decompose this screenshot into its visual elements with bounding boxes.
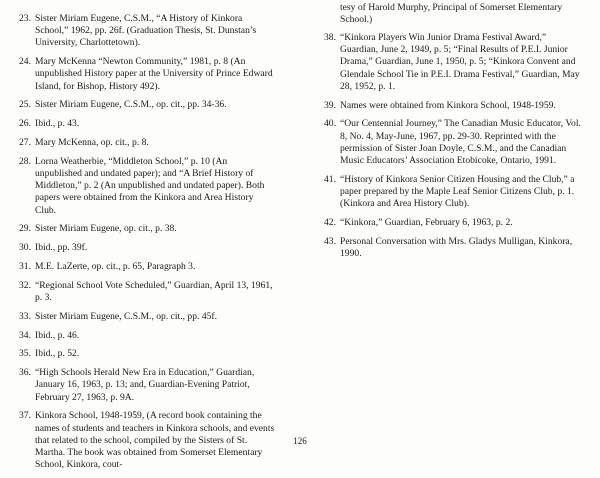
left-column [14, 13, 276, 478]
endnote-number: 23. [19, 13, 31, 24]
endnote [14, 367, 276, 404]
endnote-number: 27. [19, 137, 31, 148]
endnote [14, 348, 276, 360]
endnote-text: Names were obtained from Kinkora School, 1948-1959. [340, 99, 556, 111]
endnote-text: “Kinkora,” Guardian, February 6, 1963, p. 2. [340, 216, 513, 228]
endnote-text: “Our Centennial Journey,” The Canadian Music Educator, Vol. 8, No. 4, May-June, 1967, pp. 29-30. Reprinted with the permission of Sister Joan Doyle, C.S.M., and the Canadian Music Educators’ Association Etobicoke, Ontario, 1991. [340, 118, 581, 166]
endnote [319, 236, 581, 260]
endnote [319, 118, 581, 167]
endnote-number: 40. [324, 118, 336, 130]
endnote-continuation: tesy of Harold Murphy, Principal of Somerset Elementary School.) [340, 2, 563, 26]
endnote-text: “History of Kinkora Senior Citizen Housing and the Club,” a paper prepared by the Maple Leaf Senior Citizens Club, p. 1. (Kinkora and Area History Club). [340, 173, 575, 210]
endnote-text: “Kinkora Players Win Junior Drama Festival Award,” Guardian, June 2, 1949, p. 5; “Final Results of P.E.I. Junior Drama,” Guardian, June 1, 1950, p. 5; “Kinkora Convent and Glendale School Tie in P.E.I. Drama Festival,” Guardian, May 28, 1952, p. 1. [340, 31, 580, 92]
endnote-number: 35. [19, 348, 31, 360]
endnote-text: Sister Miriam Eugene, C.S.M., op. cit., pp. 45f. [35, 310, 218, 322]
endnote-text: Mary McKenna, op. cit., p. 8. [35, 137, 149, 148]
endnote-text: Ibid., p. 43. [35, 118, 80, 130]
endnote [319, 217, 581, 229]
endnote-text: Mary McKenna “Newton Community,” 1981, p. 8 (An unpublished History paper at the University of Prince Edward Island, for Bishop, History 492). [35, 56, 273, 92]
endnote-number: 41. [324, 173, 336, 185]
endnote [14, 156, 276, 217]
right-column [319, 2, 581, 267]
endnote-number: 42. [324, 216, 336, 228]
endnote-text: “Regional School Vote Scheduled,” Guardian, April 13, 1961, p. 3. [35, 279, 273, 303]
endnote-number: 28. [19, 155, 31, 167]
endnote [319, 32, 581, 93]
endnote [14, 56, 276, 93]
endnote [319, 174, 581, 211]
endnote-number: 26. [19, 118, 31, 130]
endnote-text: Lorna Weatherbie, “Middleton School,” p. 10 (An unpublished and undated paper); and “A Brief History of Middleton,” p. 2 (An unpublished and undated paper). Both papers were obtained from the Kinkora and Area History Club. [35, 155, 265, 216]
endnote-number: 39. [324, 99, 336, 111]
endnote [14, 137, 276, 149]
endnote-text: Ibid., p. 52. [35, 348, 80, 360]
endnote [319, 100, 581, 112]
endnote [14, 261, 276, 273]
endnote-text: M.E. LaZerte, op. cit., p. 65, Paragraph 3. [35, 261, 196, 272]
endnote-number: 36. [19, 367, 31, 379]
endnote [14, 330, 276, 342]
endnote-text: “High Schools Herald New Era in Education,” Guardian, January 16, 1963, p. 13; and, Guardian-Evening Patriot, February 27, 1963, p. 9A. [35, 367, 255, 403]
endnote-text: Ibid., p. 46. [35, 329, 80, 341]
endnote-number: 34. [19, 329, 31, 341]
endnote-number: 43. [324, 235, 336, 247]
page-number: 126 [293, 436, 307, 446]
endnote-number: 32. [19, 279, 31, 291]
endnote-number: 37. [19, 410, 31, 422]
endnote-text: Personal Conversation with Mrs. Gladys Mulligan, Kinkora, 1990. [340, 235, 573, 259]
endnote [14, 118, 276, 130]
endnote-text: Sister Miriam Eugene, C.S.M., op. cit., pp. 34-36. [35, 99, 227, 111]
endnote-number: 33. [19, 310, 31, 322]
endnote [14, 99, 276, 111]
endnote [14, 280, 276, 304]
endnote [14, 242, 276, 254]
endnote-text: Ibid., pp. 39f. [35, 242, 88, 254]
endnote [14, 223, 276, 235]
endnote [14, 311, 276, 323]
endnote-number: 30. [19, 242, 31, 254]
endnote-text: Kinkora School, 1948-1959, (A record book containing the names of students and teachers in Kinkora schools, and events that related to the school, compiled by the Sisters of St. Martha. The book was obtained from Somerset Elementary School, Kinkora, cout- [35, 410, 275, 471]
endnote-number: 29. [19, 223, 31, 235]
endnote-text: Sister Miriam Eugene, C.S.M., “A History of Kinkora School,” 1962, pp. 26f. (Graduation Thesis, St. Dunstan’s University, Charlottetown). [35, 13, 257, 49]
endnote-text: Sister Miriam Eugene, op. cit., p. 38. [35, 223, 177, 235]
endnote [14, 13, 276, 50]
endnote-number: 24. [19, 56, 31, 68]
endnote-number: 25. [19, 99, 31, 111]
endnote-number: 38. [324, 31, 336, 43]
endnote-number: 31. [19, 261, 31, 272]
